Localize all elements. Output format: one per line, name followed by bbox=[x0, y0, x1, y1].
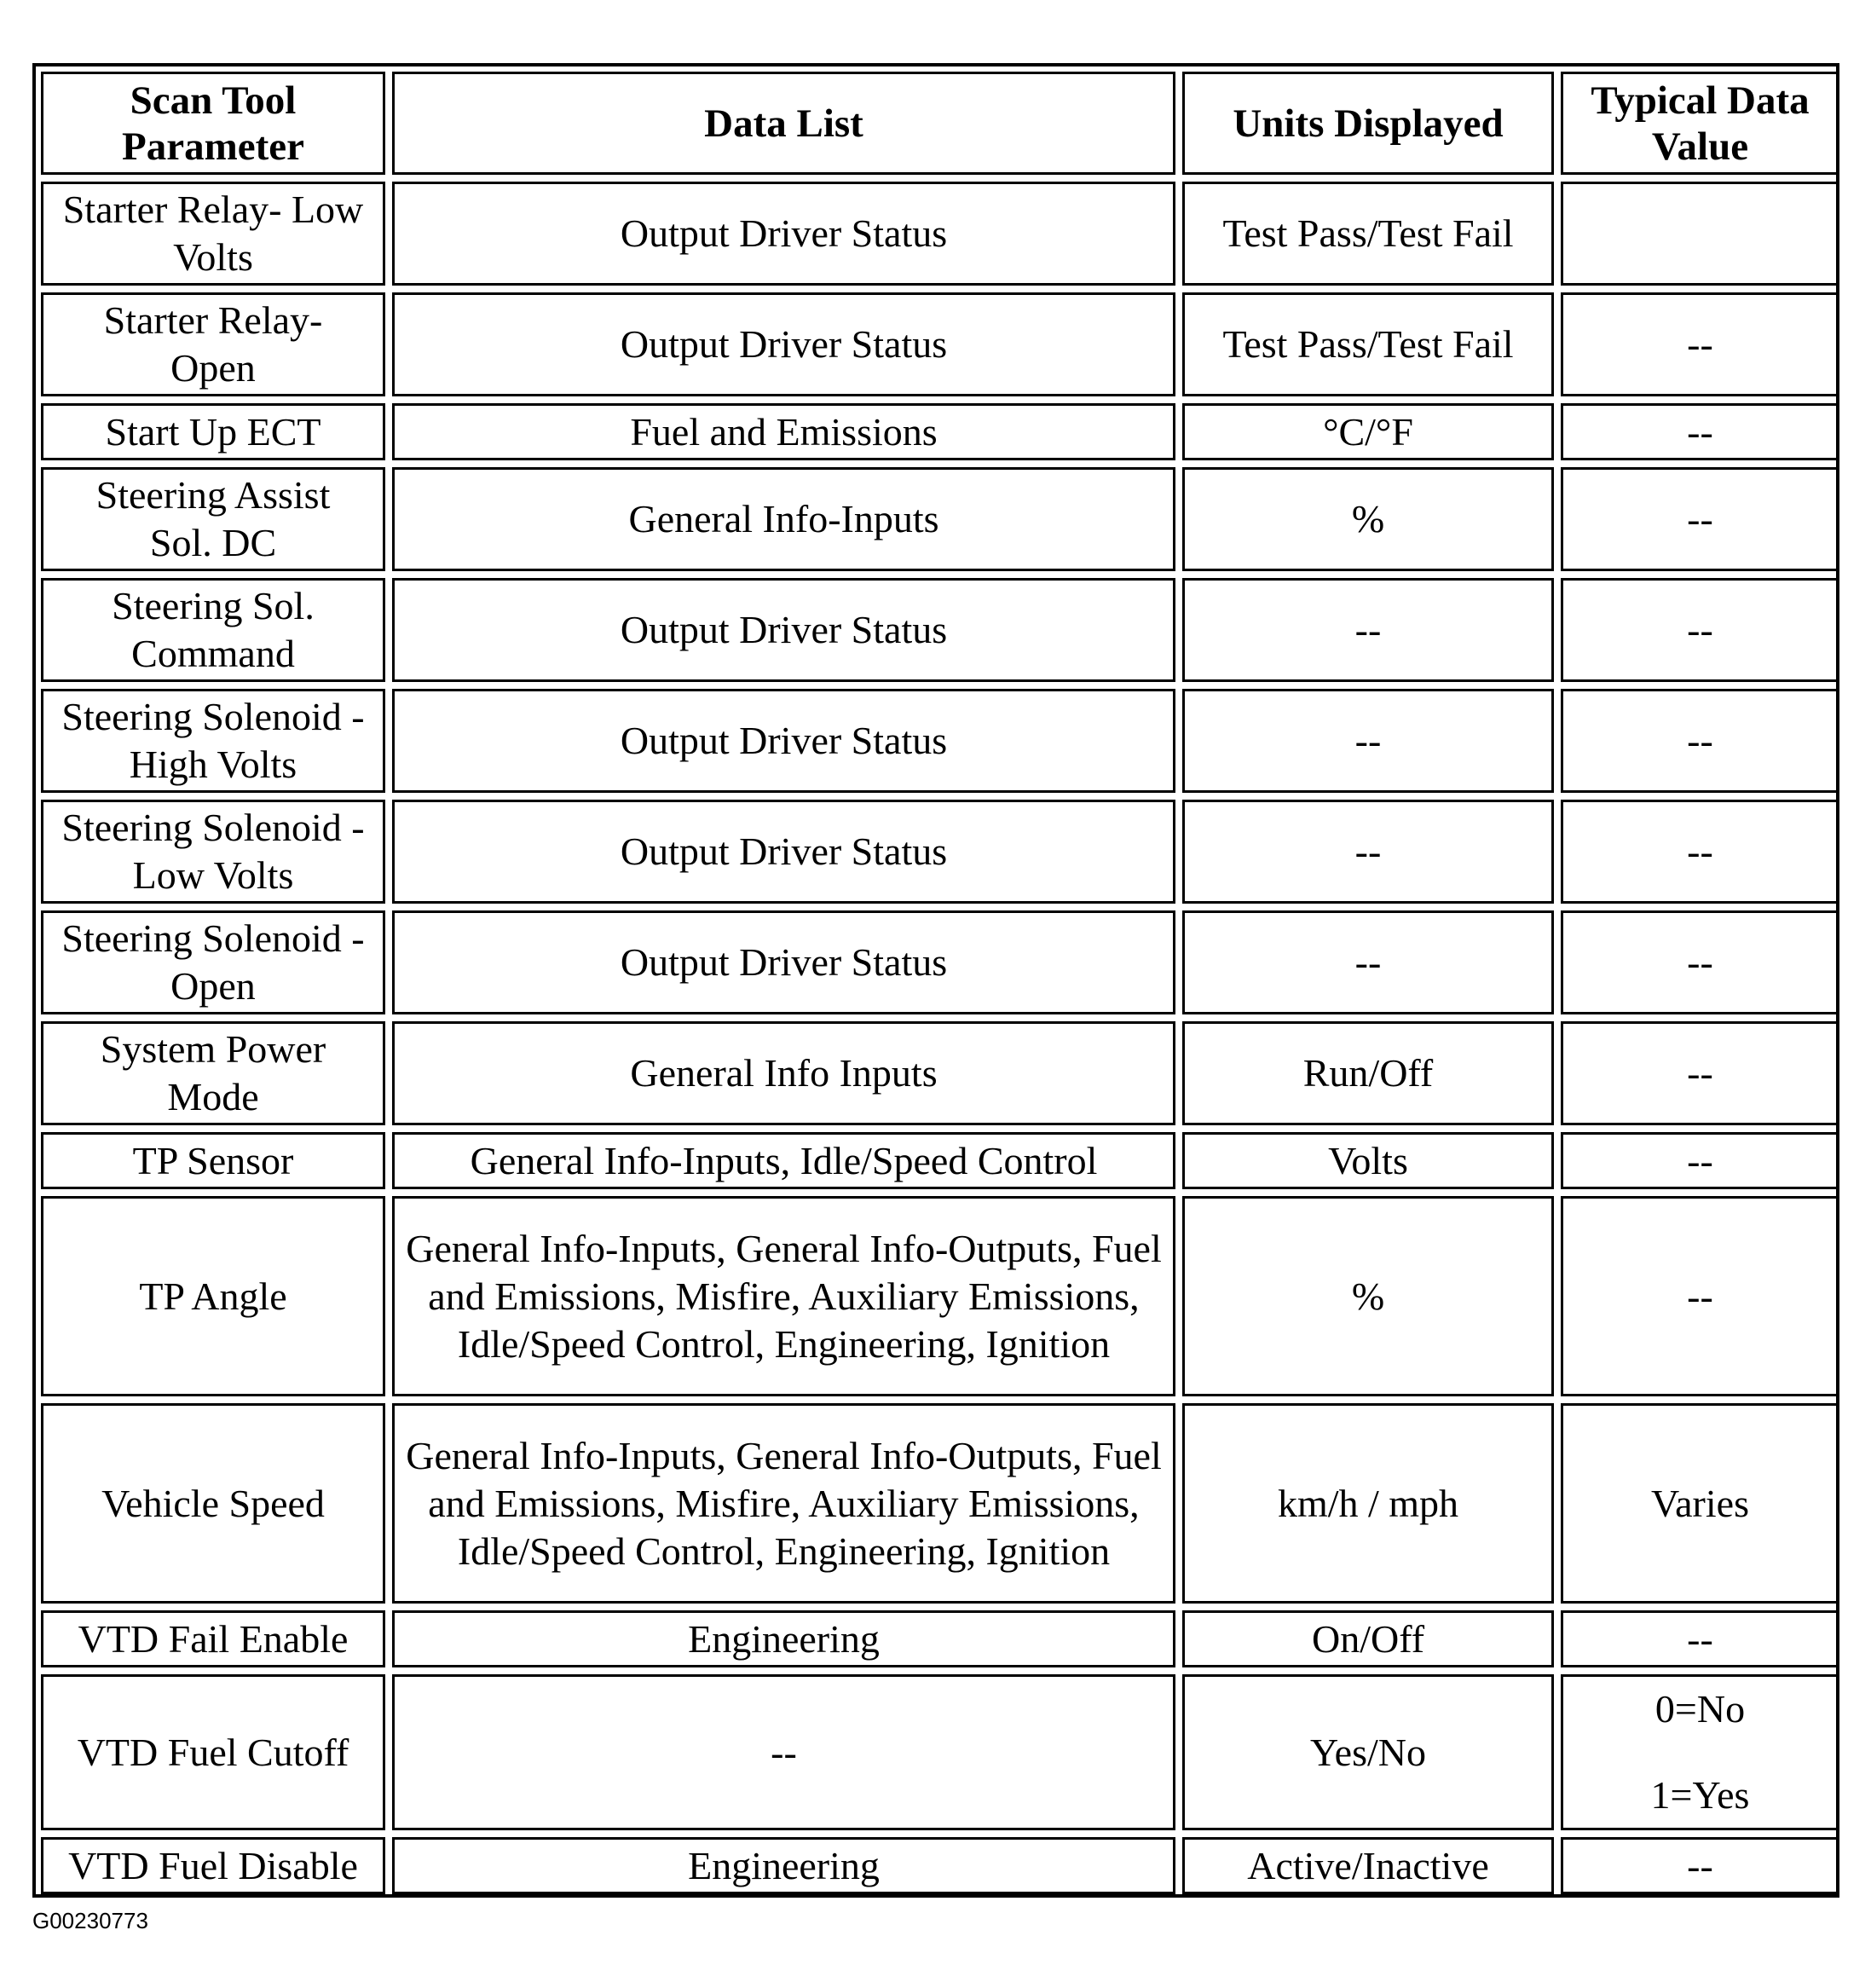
typical-value-cell: -- bbox=[1561, 403, 1839, 460]
data-list-cell: Engineering bbox=[392, 1610, 1175, 1667]
typical-value-cell: -- bbox=[1561, 910, 1839, 1014]
parameter-cell: Start Up ECT bbox=[41, 403, 385, 460]
units-cell: Test Pass/Test Fail bbox=[1182, 182, 1554, 286]
units-cell: Run/Off bbox=[1182, 1021, 1554, 1125]
data-list-cell: General Info-Inputs, General Info-Outputs, Fuel and Emissions, Misfire, Auxiliary Emissions, Idle/Speed Control, Engineering, Ignition bbox=[392, 1196, 1175, 1396]
typical-value-cell bbox=[1561, 1674, 1839, 1830]
parameter-cell: Steering Solenoid - High Volts bbox=[41, 689, 385, 793]
data-list-cell: Output Driver Status bbox=[392, 689, 1175, 793]
data-list-cell: Output Driver Status bbox=[392, 182, 1175, 286]
parameter-cell: Starter Relay- Low Volts bbox=[41, 182, 385, 286]
typical-value-cell: -- bbox=[1561, 800, 1839, 904]
typical-value-cell: -- bbox=[1561, 1610, 1839, 1667]
units-cell: °C/°F bbox=[1182, 403, 1554, 460]
units-cell: On/Off bbox=[1182, 1610, 1554, 1667]
parameter-cell: TP Sensor bbox=[41, 1132, 385, 1189]
data-list-cell: Output Driver Status bbox=[392, 578, 1175, 682]
typical-value-cell bbox=[1561, 182, 1839, 286]
column-header-parameter: Scan Tool Parameter bbox=[41, 72, 385, 175]
parameter-cell: Steering Assist Sol. DC bbox=[41, 467, 385, 571]
column-header-units: Units Displayed bbox=[1182, 72, 1554, 175]
units-cell: -- bbox=[1182, 800, 1554, 904]
scan-tool-data-table bbox=[32, 63, 1839, 1898]
units-cell: -- bbox=[1182, 578, 1554, 682]
column-header-typical-value: Typical Data Value bbox=[1561, 72, 1839, 175]
parameter-cell: Vehicle Speed bbox=[41, 1403, 385, 1604]
typical-value-cell: -- bbox=[1561, 578, 1839, 682]
parameter-cell: VTD Fuel Cutoff bbox=[41, 1674, 385, 1830]
typical-value-cell: -- bbox=[1561, 689, 1839, 793]
data-list-cell: Output Driver Status bbox=[392, 292, 1175, 396]
units-cell: Volts bbox=[1182, 1132, 1554, 1189]
units-cell: Test Pass/Test Fail bbox=[1182, 292, 1554, 396]
typical-value-line: 0=No bbox=[1654, 1687, 1746, 1731]
figure-code: G00230773 bbox=[32, 1908, 148, 1933]
typical-value-cell: -- bbox=[1561, 1132, 1839, 1189]
units-cell: -- bbox=[1182, 689, 1554, 793]
typical-value-cell: -- bbox=[1561, 292, 1839, 396]
data-list-cell: Output Driver Status bbox=[392, 800, 1175, 904]
parameter-cell: TP Angle bbox=[41, 1196, 385, 1396]
parameter-cell: System Power Mode bbox=[41, 1021, 385, 1125]
data-list-cell: Engineering bbox=[392, 1837, 1175, 1894]
data-list-cell: Fuel and Emissions bbox=[392, 403, 1175, 460]
units-cell: % bbox=[1182, 1196, 1554, 1396]
parameter-cell: VTD Fail Enable bbox=[41, 1610, 385, 1667]
typical-value-cell: Varies bbox=[1561, 1403, 1839, 1604]
units-cell: % bbox=[1182, 467, 1554, 571]
parameter-cell: Steering Sol. Command bbox=[41, 578, 385, 682]
data-list-cell: General Info-Inputs, Idle/Speed Control bbox=[392, 1132, 1175, 1189]
data-list-cell: -- bbox=[392, 1674, 1175, 1830]
typical-value-line: 1=Yes bbox=[1650, 1773, 1750, 1817]
parameter-cell: Steering Solenoid - Low Volts bbox=[41, 800, 385, 904]
units-cell: km/h / mph bbox=[1182, 1403, 1554, 1604]
table-grid bbox=[41, 72, 1831, 1889]
units-cell: Yes/No bbox=[1182, 1674, 1554, 1830]
typical-value-cell: -- bbox=[1561, 1021, 1839, 1125]
parameter-cell: Starter Relay- Open bbox=[41, 292, 385, 396]
typical-value-cell: -- bbox=[1561, 1837, 1839, 1894]
units-cell: -- bbox=[1182, 910, 1554, 1014]
data-list-cell: General Info-Inputs, General Info-Outputs, Fuel and Emissions, Misfire, Auxiliary Emissions, Idle/Speed Control, Engineering, Ignition bbox=[392, 1403, 1175, 1604]
parameter-cell: Steering Solenoid - Open bbox=[41, 910, 385, 1014]
units-cell: Active/Inactive bbox=[1182, 1837, 1554, 1894]
column-header-data-list: Data List bbox=[392, 72, 1175, 175]
typical-value-cell: -- bbox=[1561, 467, 1839, 571]
parameter-cell: VTD Fuel Disable bbox=[41, 1837, 385, 1894]
typical-value-cell: -- bbox=[1561, 1196, 1839, 1396]
data-list-cell: General Info-Inputs bbox=[392, 467, 1175, 571]
data-list-cell: Output Driver Status bbox=[392, 910, 1175, 1014]
data-list-cell: General Info Inputs bbox=[392, 1021, 1175, 1125]
